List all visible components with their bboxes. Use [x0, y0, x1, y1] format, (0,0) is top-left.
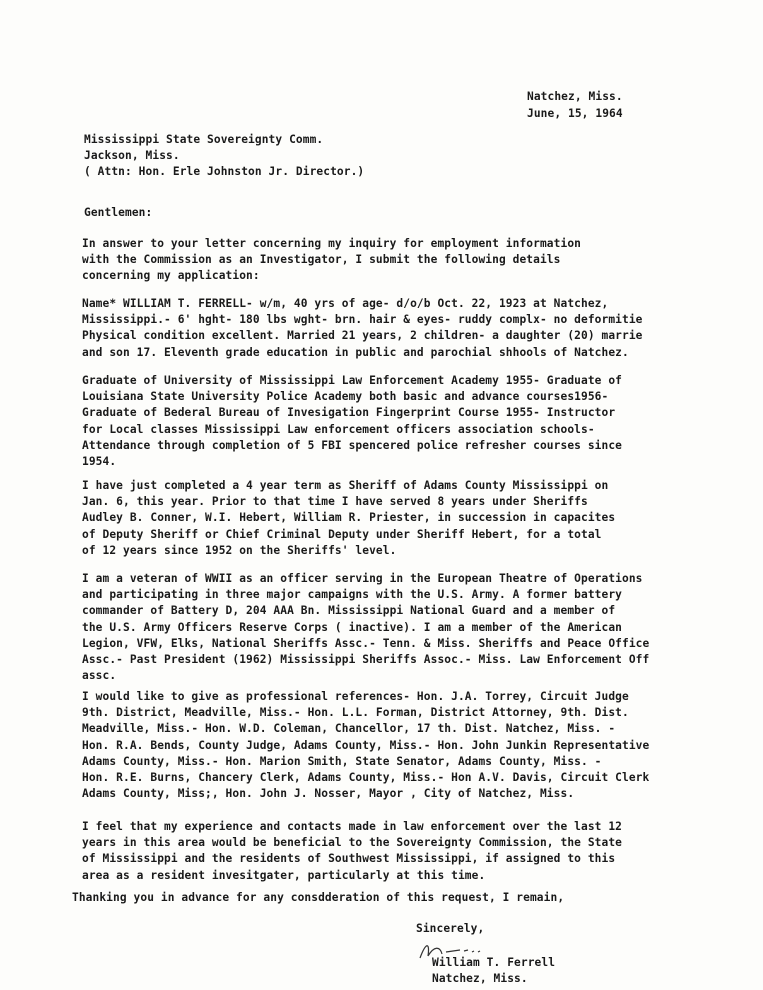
paragraph-military: [82, 571, 742, 684]
text-line: the U.S. Army Officers Reserve Corps ( inactive). I am a member of the American: [82, 620, 622, 634]
addressee-block: [84, 132, 364, 180]
paragraph-service: [82, 478, 742, 559]
text-line: Jan. 6, this year. Prior to that time I have served 8 years under Sheriffs: [82, 495, 588, 509]
text-line: I would like to give as professional references- Hon. J.A. Torrey, Circuit Judge: [82, 690, 629, 703]
text-line: I feel that my experience and contacts made in law enforcement over the last 12: [82, 820, 622, 833]
text-line: Thanking you in advance for any consdderation of this request, I remain,: [72, 891, 565, 904]
text-line: Louisiana State University Police Academy both basic and advance courses1956-: [82, 390, 609, 404]
text-line: area as a resident invesitgater, particularly at this time.: [82, 868, 486, 882]
addressee-line: Jackson, Miss.: [84, 149, 180, 162]
paragraph-references: [82, 689, 742, 802]
text-line: and participating in three major campaigns with the U.S. Army. A former battery: [82, 588, 622, 602]
signer-name: William T. Ferrell: [432, 956, 556, 969]
text-line: commander of Battery D, 204 AAA Bn. Mississippi National Guard and a member of: [82, 604, 616, 618]
text-line: Physical condition excellent. Married 21 years, 2 children- a daughter (20) marrie: [82, 329, 643, 343]
signer-location: Natchez, Miss.: [432, 972, 528, 985]
text-line: Attendance through completion of 5 FBI spencered police refresher courses since: [82, 438, 622, 452]
text-line: of Mississippi and the residents of Southwest Mississippi, if assigned to this: [82, 852, 616, 866]
closing: Sincerely,: [416, 922, 485, 935]
text-line: with the Commission as an Investigator, I submit the following details: [82, 253, 561, 267]
text-line: Assc.- Past President (1962) Mississippi Sheriffs Assoc.- Miss. Law Enforcement Off: [82, 653, 650, 667]
paragraph-intro: [82, 236, 742, 285]
paragraph-thanks: [72, 890, 732, 906]
text-line: In answer to your letter concerning my inquiry for employment information: [82, 237, 581, 250]
text-line: years in this area would be beneficial to the Sovereignty Commission, the State: [82, 836, 622, 850]
addressee-line: Mississippi State Sovereignty Comm.: [84, 133, 324, 146]
text-line: Name* WILLIAM T. FERRELL- w/m, 40 yrs of age- d/o/b Oct. 22, 1923 at Natchez,: [82, 297, 609, 310]
text-line: Mississippi.- 6' hght- 180 lbs wght- brn. hair & eyes- ruddy complx- no deformitie: [82, 313, 643, 327]
salutation: Gentlemen:: [84, 206, 153, 219]
paragraph-experience: [82, 819, 742, 884]
paragraph-personal: [82, 296, 742, 361]
text-line: Graduate of Bederal Bureau of Invesigation Fingerprint Course 1955- Instructor: [82, 406, 616, 420]
text-line: concerning my application:: [82, 269, 260, 283]
signature-block: [432, 955, 555, 987]
text-line: for Local classes Mississippi Law enforcement officers association schools-: [82, 422, 595, 436]
text-line: Graduate of University of Mississippi Law Enforcement Academy 1955- Graduate of: [82, 374, 622, 387]
text-line: assc.: [82, 669, 117, 683]
text-line: Adams County, Miss.- Hon. Marion Smith, State Senator, Adams County, Miss. -: [82, 754, 602, 768]
dateline: [527, 88, 623, 122]
dateline-place: Natchez, Miss.: [527, 90, 623, 103]
text-line: of 12 years since 1952 on the Sheriffs' level.: [82, 543, 397, 557]
text-line: Legion, VFW, Elks, National Sheriffs Assc.- Tenn. & Miss. Sheriffs and Peace Office: [82, 636, 650, 650]
text-line: of Deputy Sheriff or Chief Criminal Deputy under Sheriff Hebert, for a total: [82, 527, 602, 541]
addressee-line: ( Attn: Hon. Erle Johnston Jr. Director.): [84, 165, 365, 178]
text-line: Adams County, Miss;, Hon. John J. Nosser, Mayor , City of Natchez, Miss.: [82, 787, 575, 801]
text-line: and son 17. Eleventh grade education in public and parochial shhools of Natchez.: [82, 345, 629, 359]
text-line: Hon. R.E. Burns, Chancery Clerk, Adams County, Miss.- Hon A.V. Davis, Circuit Clerk: [82, 771, 650, 785]
text-line: 9th. District, Meadville, Miss.- Hon. L.L. Forman, District Attorney, 9th. Dist.: [82, 706, 629, 720]
text-line: 1954.: [82, 455, 117, 469]
paragraph-education: [82, 373, 742, 470]
text-line: Audley B. Conner, W.I. Hebert, William R. Priester, in succession in capacites: [82, 511, 616, 525]
text-line: Hon. R.A. Bends, County Judge, Adams County, Miss.- Hon. John Junkin Representative: [82, 738, 650, 752]
text-line: Meadville, Miss.- Hon. W.D. Coleman, Chancellor, 17 th. Dist. Natchez, Miss. -: [82, 722, 616, 736]
text-line: I am a veteran of WWII as an officer serving in the European Theatre of Operations: [82, 572, 643, 585]
text-line: I have just completed a 4 year term as Sheriff of Adams County Mississippi on: [82, 479, 609, 492]
dateline-date: June, 15, 1964: [527, 107, 623, 120]
